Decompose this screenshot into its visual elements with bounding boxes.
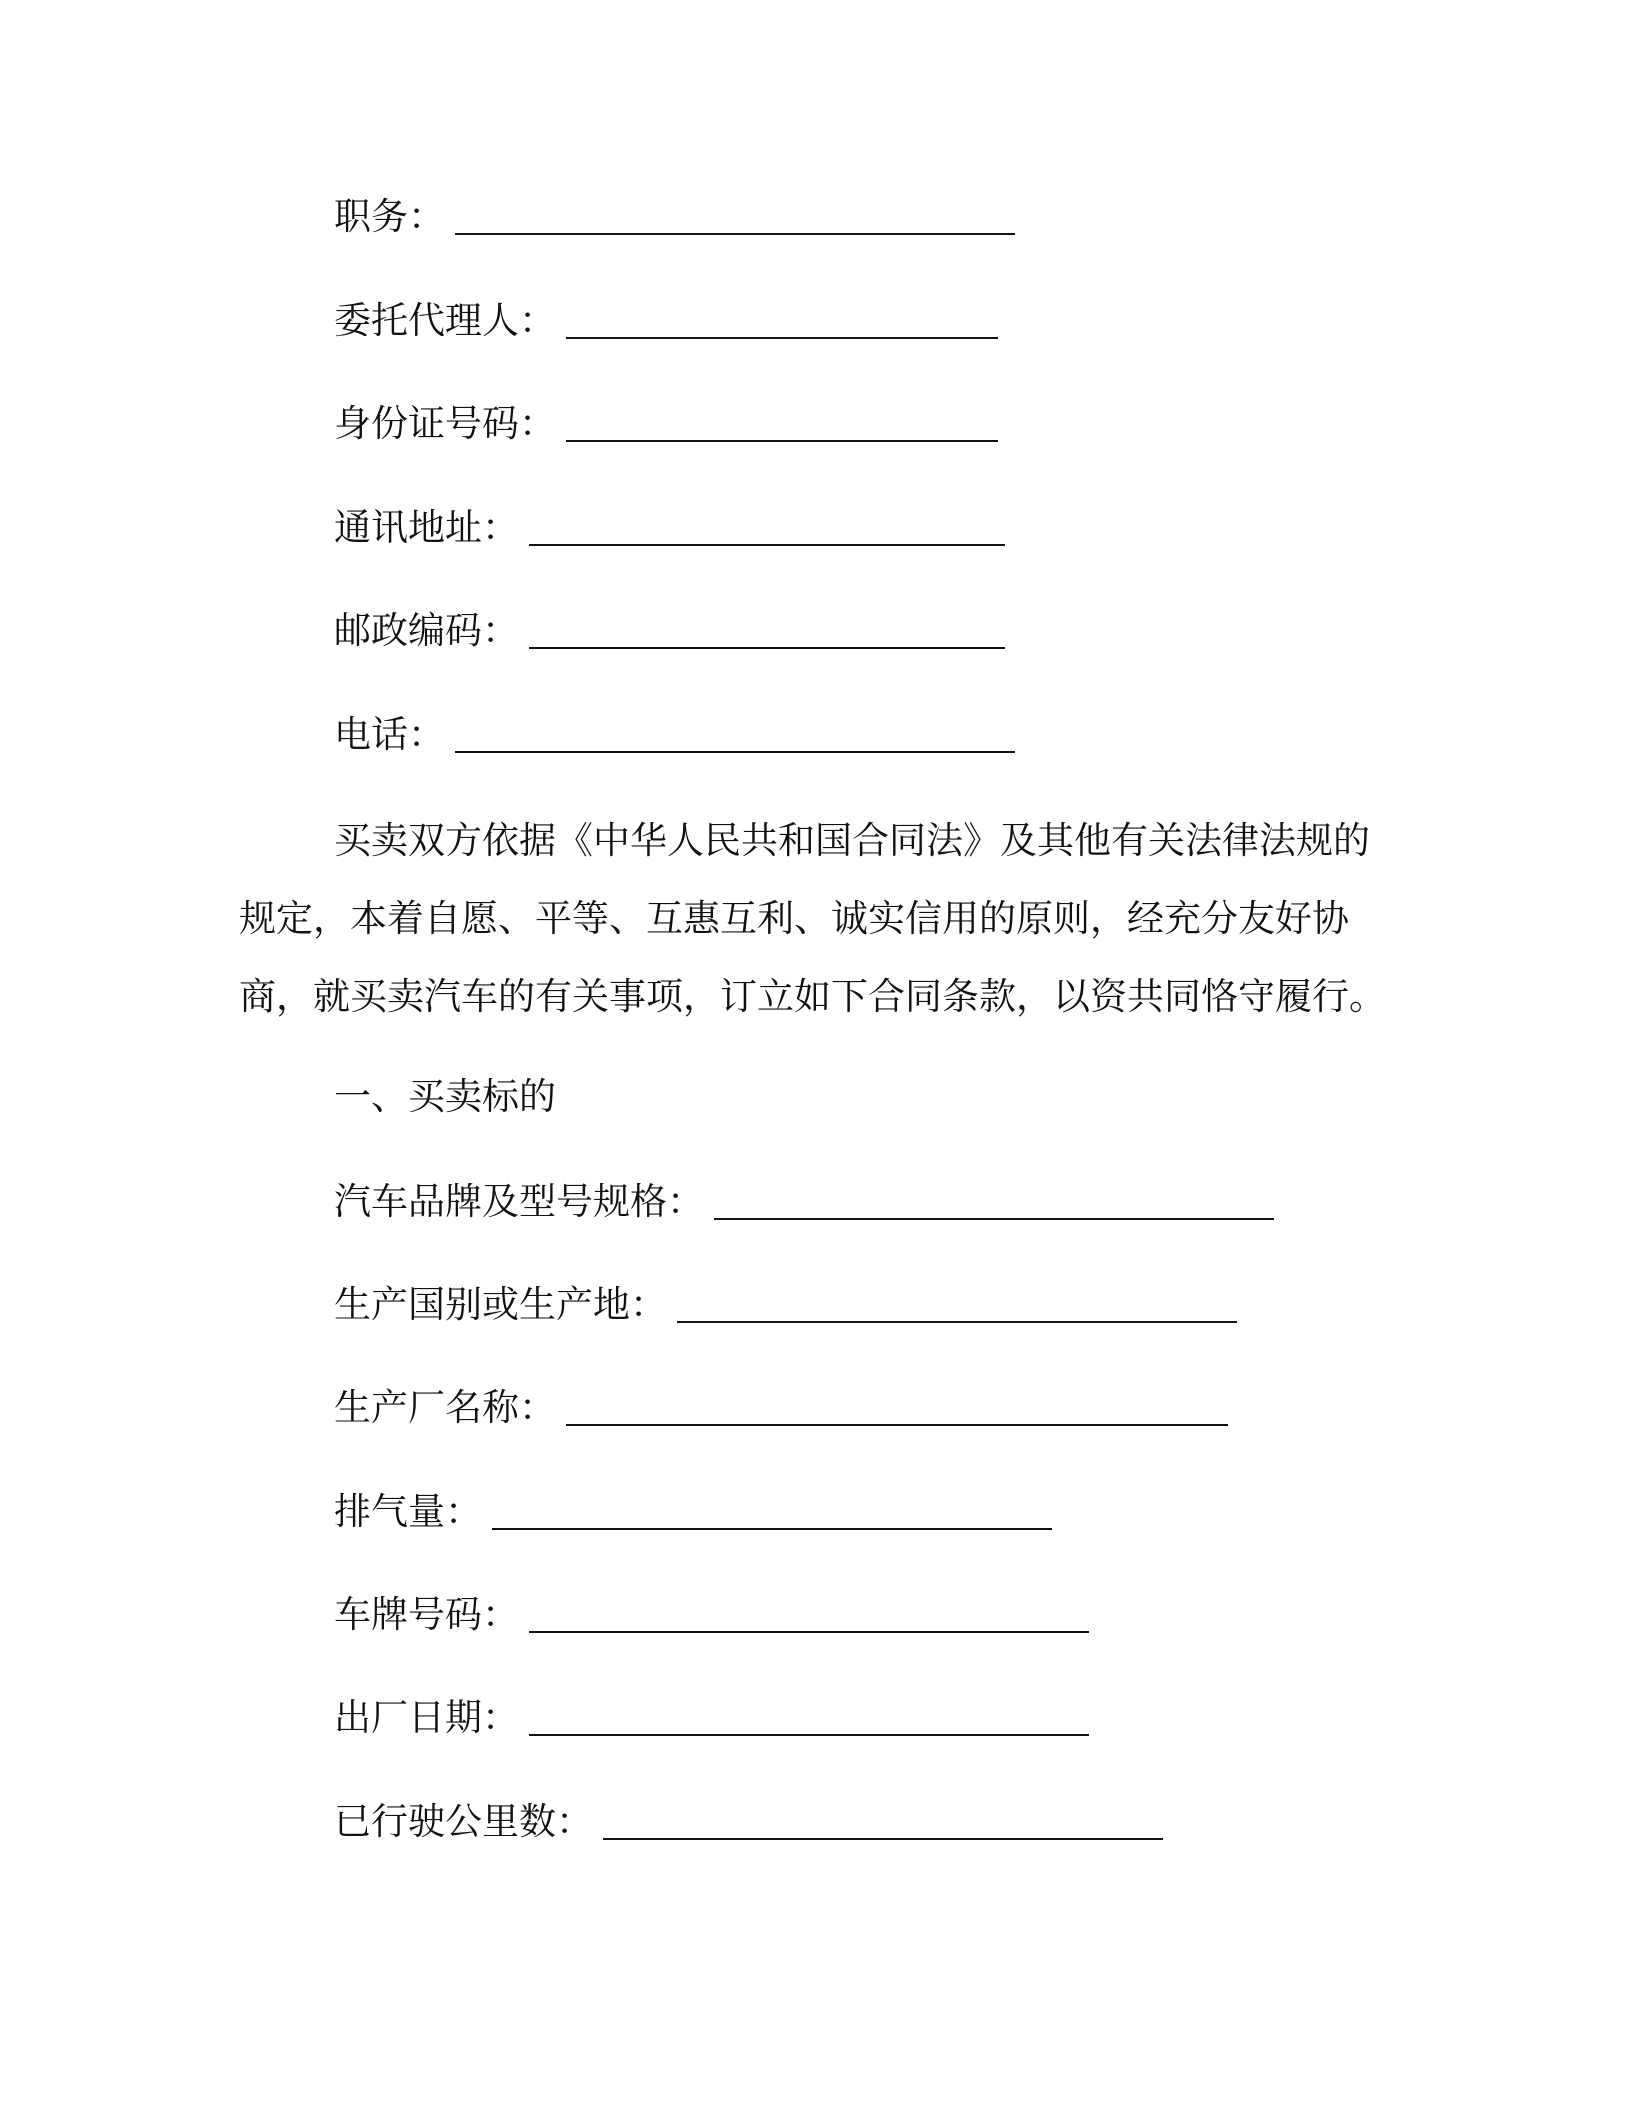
fill-in-blank[interactable] — [677, 1275, 1237, 1323]
fill-in-blank[interactable] — [455, 705, 1015, 753]
preamble-line: 规定，本着自愿、平等、互惠互利、诚实信用的原则，经充分友好协 — [239, 897, 1349, 940]
agent-field — [334, 291, 998, 351]
id-number-field — [334, 394, 998, 454]
position-field — [334, 187, 1015, 247]
fill-in-blank[interactable] — [566, 291, 998, 339]
field-label: 出厂日期： — [334, 1696, 519, 1739]
fill-in-blank[interactable] — [455, 187, 1015, 235]
displacement-field — [334, 1482, 1052, 1542]
fill-in-blank[interactable] — [566, 394, 998, 442]
preamble-line: 买卖双方依据《中华人民共和国合同法》及其他有关法律法规的 — [334, 819, 1370, 862]
plate-number-field — [334, 1585, 1089, 1645]
fill-in-blank[interactable] — [529, 1688, 1089, 1736]
fill-in-blank[interactable] — [603, 1792, 1163, 1840]
manufacturer-field — [334, 1378, 1228, 1438]
field-label: 车牌号码： — [334, 1593, 519, 1636]
preamble-paragraph — [239, 802, 1389, 1036]
field-label: 职务： — [334, 195, 445, 238]
mileage-field — [334, 1792, 1163, 1852]
postal-code-field — [334, 601, 1005, 661]
field-label: 委托代理人： — [334, 299, 556, 342]
phone-field — [334, 705, 1015, 765]
field-label: 生产国别或生产地： — [334, 1283, 667, 1326]
manufacture-date-field — [334, 1688, 1089, 1748]
section-heading: 一、买卖标的 — [334, 1075, 556, 1118]
field-label: 电话： — [334, 713, 445, 756]
field-label: 已行驶公里数： — [334, 1800, 593, 1843]
fill-in-blank[interactable] — [714, 1172, 1274, 1220]
preamble-line: 商，就买卖汽车的有关事项，订立如下合同条款，以资共同恪守履行。 — [239, 975, 1386, 1018]
origin-field — [334, 1275, 1237, 1335]
fill-in-blank[interactable] — [566, 1378, 1228, 1426]
brand-model-field — [334, 1172, 1274, 1232]
fill-in-blank[interactable] — [529, 601, 1005, 649]
field-label: 身份证号码： — [334, 402, 556, 445]
field-label: 排气量： — [334, 1490, 482, 1533]
field-label: 邮政编码： — [334, 609, 519, 652]
field-label: 汽车品牌及型号规格： — [334, 1180, 704, 1223]
fill-in-blank[interactable] — [529, 498, 1005, 546]
address-field — [334, 498, 1005, 558]
fill-in-blank[interactable] — [492, 1482, 1052, 1530]
field-label: 通讯地址： — [334, 506, 519, 549]
field-label: 生产厂名称： — [334, 1386, 556, 1429]
fill-in-blank[interactable] — [529, 1585, 1089, 1633]
